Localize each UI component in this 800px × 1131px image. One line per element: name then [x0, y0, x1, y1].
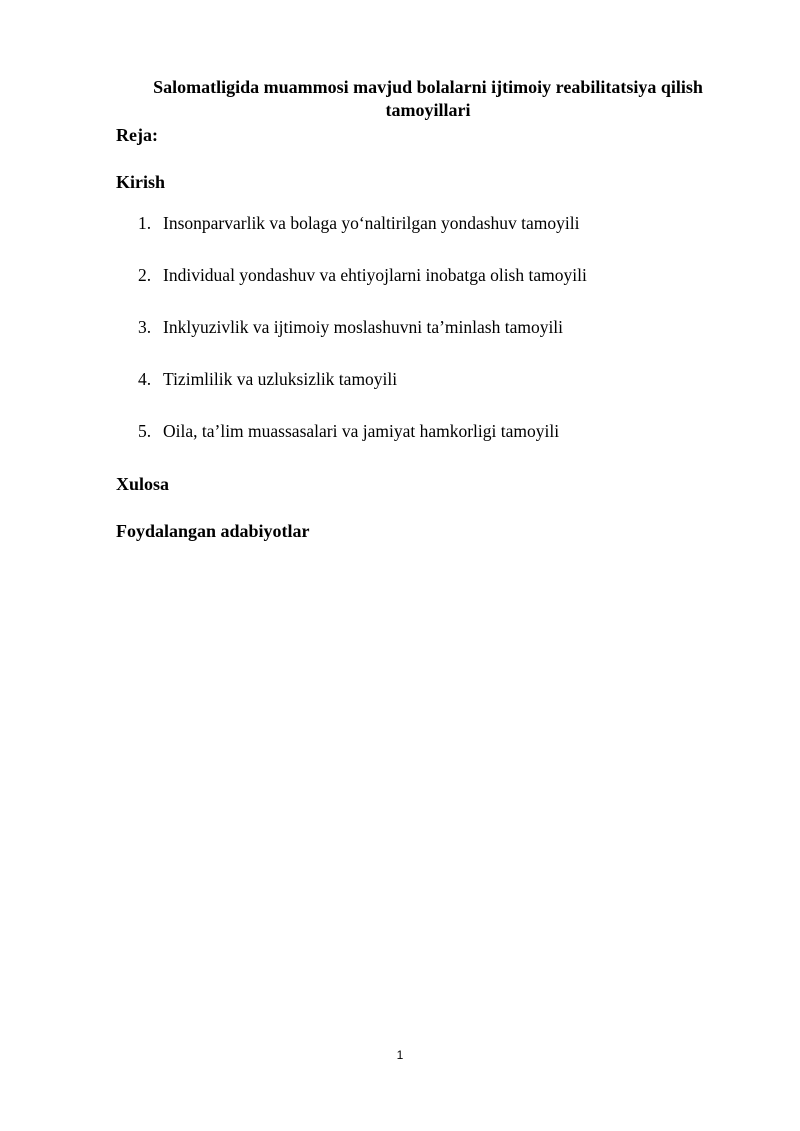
plan-item-5: [138, 420, 587, 472]
plan-item-text: Tizimlilik va uzluksizlik tamoyili: [163, 369, 398, 389]
page-number: 1: [396, 1048, 404, 1062]
plan-item-text: Insonparvarlik va bolaga yo‘naltirilgan yondashuv tamoyili: [163, 213, 580, 233]
document-title: Salomatligida muammosi mavjud bolalarni ijtimoiy reabilitatsiya qilish tamoyillari: [153, 77, 703, 120]
plan-item-3: [138, 316, 587, 368]
plan-item-2: [138, 264, 587, 316]
plan-item-4: [138, 368, 587, 420]
plan-item-number: 5.: [138, 421, 152, 441]
plan-item-number: 3.: [138, 317, 152, 337]
references-heading: Foydalangan adabiyotlar: [116, 521, 310, 541]
plan-item-text: Individual yondashuv va ehtiyojlarni inobatga olish tamoyili: [163, 265, 587, 285]
plan-list: [138, 212, 587, 472]
plan-item-number: 2.: [138, 265, 152, 285]
plan-item-text: Oila, ta’lim muassasalari va jamiyat hamkorligi tamoyili: [163, 421, 560, 441]
plan-item-number: 4.: [138, 369, 152, 389]
conclusion-heading: Xulosa: [116, 474, 170, 494]
plan-item-1: [138, 212, 587, 264]
plan-heading: Reja:: [116, 125, 158, 145]
plan-item-text: Inklyuzivlik va ijtimoiy moslashuvni ta’minlash tamoyili: [163, 317, 564, 337]
intro-heading: Kirish: [116, 172, 166, 192]
plan-item-number: 1.: [138, 213, 152, 233]
